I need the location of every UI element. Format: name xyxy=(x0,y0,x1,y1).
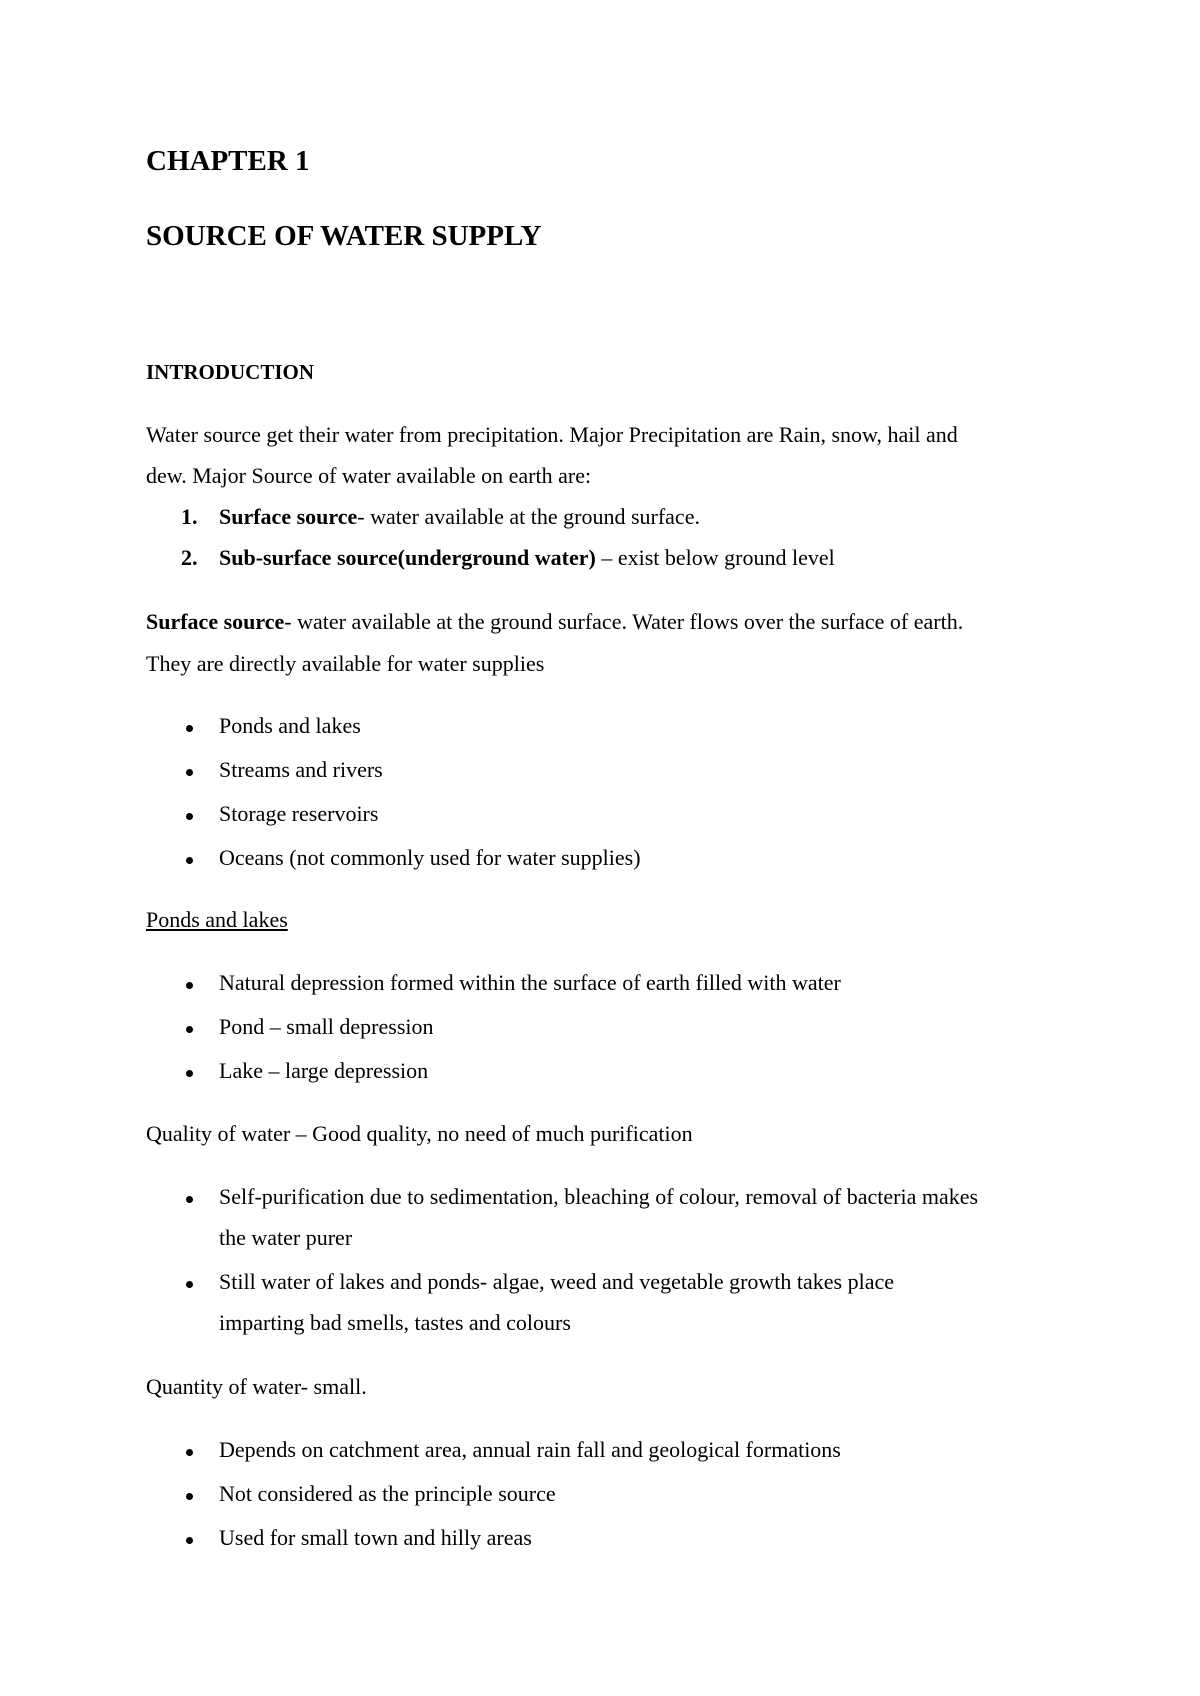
list-item-line-1: Still water of lakes and ponds- algae, weed and vegetable growth takes place xyxy=(219,1269,895,1294)
list-item: Not considered as the principle source xyxy=(219,1481,556,1506)
quality-heading: Quality of water – Good quality, no need of much purification xyxy=(146,1121,693,1146)
list-item xyxy=(219,504,700,530)
bullet-icon xyxy=(186,857,193,864)
bullet-icon xyxy=(186,1070,193,1077)
list-item: Storage reservoirs xyxy=(219,801,379,826)
quantity-heading: Quantity of water- small. xyxy=(146,1374,367,1399)
list-item-bold: Surface source xyxy=(219,504,358,529)
list-item-bold: Sub-surface source(underground water) xyxy=(219,545,596,570)
bullet-icon xyxy=(186,769,193,776)
list-item: Ponds and lakes xyxy=(219,713,361,738)
list-item-line-2: imparting bad smells, tastes and colours xyxy=(219,1310,571,1335)
bullet-icon xyxy=(186,982,193,989)
list-item-line-2: the water purer xyxy=(219,1225,353,1250)
list-item-line-1: Self-purification due to sedimentation, bleaching of colour, removal of bacteria makes xyxy=(219,1184,979,1209)
list-item: Streams and rivers xyxy=(219,757,383,782)
list-number: 2. xyxy=(181,545,198,570)
ponds-heading: Ponds and lakes xyxy=(146,907,288,932)
list-item: Natural depression formed within the surface of earth filled with water xyxy=(219,970,841,995)
bullet-icon xyxy=(186,725,193,732)
bullet-icon xyxy=(186,1196,193,1203)
list-item-text: – exist below ground level xyxy=(595,545,835,570)
bullet-icon xyxy=(186,1026,193,1033)
chapter-heading: CHAPTER 1 xyxy=(146,145,310,177)
intro-line-2: dew. Major Source of water available on earth are: xyxy=(146,463,592,488)
list-item xyxy=(219,545,835,571)
chapter-title: SOURCE OF WATER SUPPLY xyxy=(146,220,542,252)
surface-para-text: - water available at the ground surface. Water flows over the surface of earth. xyxy=(284,609,964,634)
list-item: Used for small town and hilly areas xyxy=(219,1525,532,1550)
bullet-icon xyxy=(186,1449,193,1456)
bullet-icon xyxy=(186,1281,193,1288)
list-item: Lake – large depression xyxy=(219,1058,429,1083)
surface-para-line-1 xyxy=(146,609,963,635)
list-item: Pond – small depression xyxy=(219,1014,434,1039)
bullet-icon xyxy=(186,1537,193,1544)
list-item: Oceans (not commonly used for water supplies) xyxy=(219,845,641,870)
bullet-icon xyxy=(186,1493,193,1500)
list-item: Depends on catchment area, annual rain fall and geological formations xyxy=(219,1437,841,1462)
surface-para-line-2: They are directly available for water supplies xyxy=(146,651,545,676)
list-item-text: - water available at the ground surface. xyxy=(357,504,700,529)
bullet-icon xyxy=(186,813,193,820)
surface-para-bold: Surface source xyxy=(146,609,285,634)
intro-heading: INTRODUCTION xyxy=(146,360,315,384)
list-number: 1. xyxy=(181,504,198,529)
intro-line-1: Water source get their water from precipitation. Major Precipitation are Rain, snow, hail and xyxy=(146,422,958,447)
